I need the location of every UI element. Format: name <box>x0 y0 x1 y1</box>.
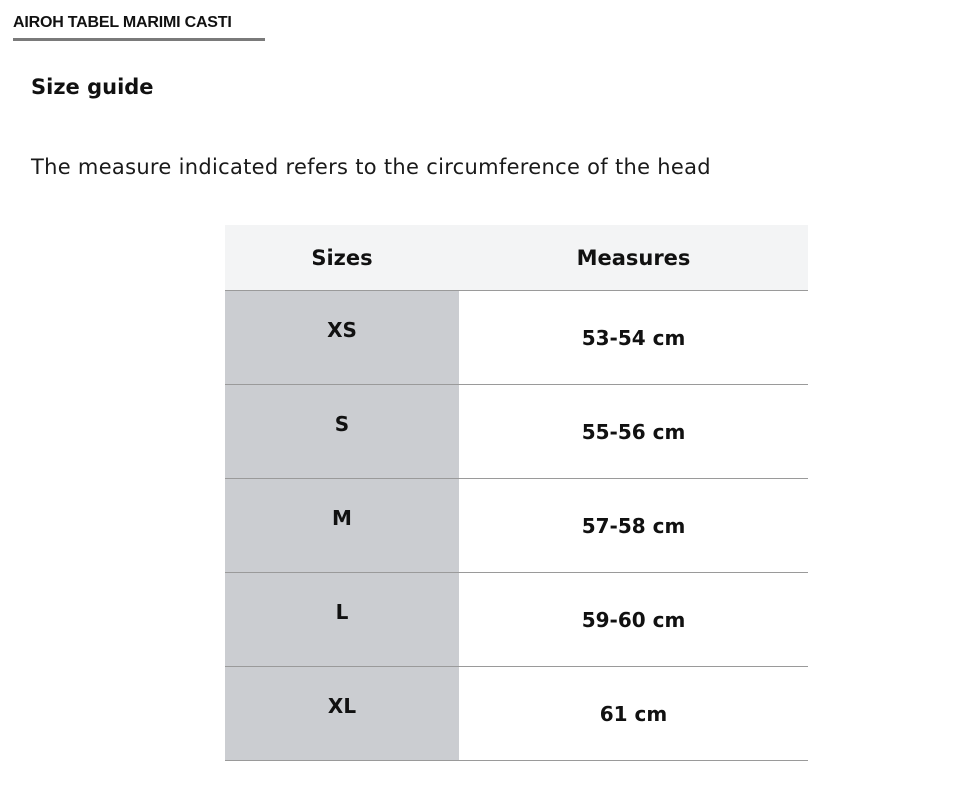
table-row <box>225 573 808 667</box>
table-row <box>225 291 808 385</box>
section-heading: Size guide <box>31 75 154 99</box>
size-table <box>225 225 808 761</box>
table-row <box>225 667 808 761</box>
size-cell: L <box>225 573 459 667</box>
table-header-row <box>225 225 808 291</box>
size-cell: M <box>225 479 459 573</box>
table-row <box>225 479 808 573</box>
measure-cell: 61 cm <box>459 667 808 761</box>
header-sizes: Sizes <box>225 225 459 291</box>
measure-cell: 57-58 cm <box>459 479 808 573</box>
measure-cell: 55-56 cm <box>459 385 808 479</box>
size-cell: S <box>225 385 459 479</box>
header-measures: Measures <box>459 225 808 291</box>
measure-cell: 59-60 cm <box>459 573 808 667</box>
page-title: AIROH TABEL MARIMI CASTI <box>13 14 265 41</box>
size-cell: XS <box>225 291 459 385</box>
measure-cell: 53-54 cm <box>459 291 808 385</box>
size-cell: XL <box>225 667 459 761</box>
measure-note: The measure indicated refers to the circumference of the head <box>31 155 711 179</box>
table-row <box>225 385 808 479</box>
